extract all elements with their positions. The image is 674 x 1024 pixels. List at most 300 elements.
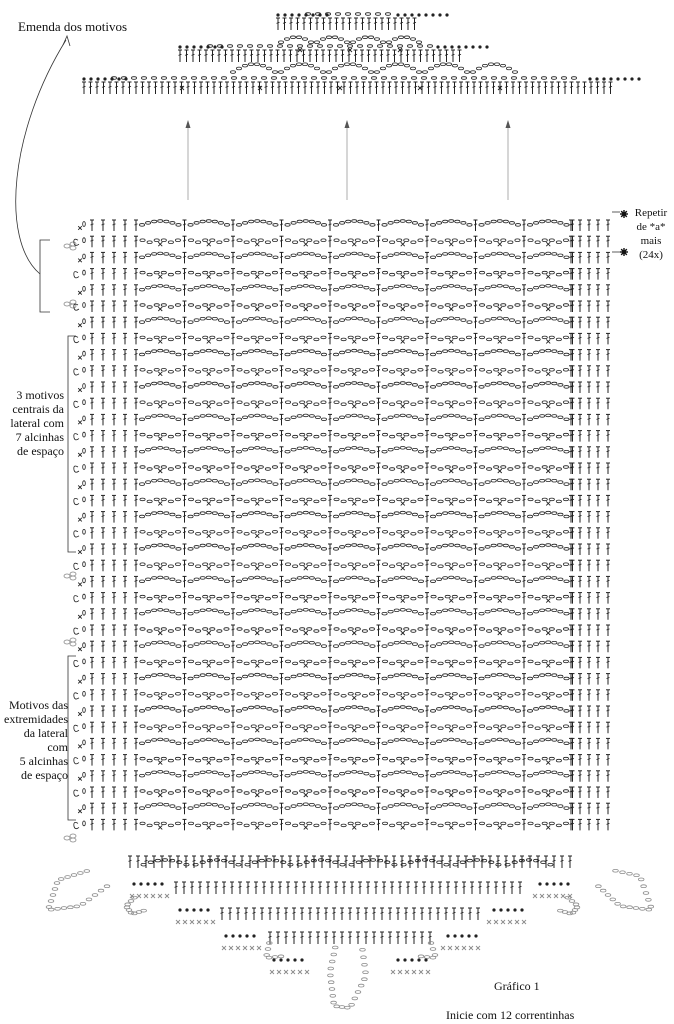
stitch-line [474,483,477,484]
stitch-line [284,86,287,87]
stitch-line [492,86,495,87]
chain-arc [355,336,374,341]
chain-stitch [508,273,513,276]
chain-arc [382,576,424,582]
chain-stitch [509,416,514,419]
chain-stitch [485,384,490,387]
double-crochet-stitch [322,18,326,30]
chain-arc [374,63,421,73]
chain-stitch [479,336,484,339]
chain-arc [285,336,304,341]
chain-stitch [438,597,443,600]
chain-stitch [535,533,540,536]
chain-stitch [152,447,157,450]
double-crochet-stitch [474,382,478,393]
double-crochet-stitch [90,398,94,409]
stitch-line [183,386,186,387]
chain-stitch [503,317,508,320]
stitch-line [426,418,429,419]
chain-stitch [175,628,180,631]
chain-arc [479,401,498,406]
chain-stitch [168,338,173,341]
chain-arc [549,498,568,503]
stitch-line [91,434,94,435]
double-crochet-stitch [511,82,515,94]
stitch-line [413,22,416,23]
chain-stitch [147,597,152,600]
single-crochet-stitch [255,469,259,473]
stitch-line [329,353,332,354]
chain-stitch [418,515,423,518]
chain-stitch [558,546,563,549]
stitch-line [91,240,94,241]
chain-stitch [146,610,151,613]
double-crochet-stitch [587,414,591,425]
slip-stitch [297,13,300,16]
chain-stitch [437,610,442,613]
chain-stitch [368,71,373,74]
slip-stitch [595,77,598,80]
chain-arc [355,595,374,600]
chain-stitch [218,222,223,225]
chain-stitch [267,578,272,581]
chain-stitch [491,350,496,353]
stitch-line [183,548,186,549]
chain-arc [382,369,401,374]
stitch-line [280,224,283,225]
chain-stitch [217,500,222,503]
chain-stitch [546,511,551,514]
stitch-line [474,353,477,354]
chain-stitch [438,241,443,244]
stitch-line [330,86,333,87]
chain-stitch [418,369,423,372]
chart-row [90,285,610,296]
stitch-line [283,54,286,55]
stitch-line [277,22,280,23]
double-crochet-stitch [101,382,105,393]
chain-stitch [168,435,173,438]
chain-stitch [334,336,339,339]
chain-arc [258,531,277,536]
chain-stitch [491,577,496,580]
stitch-line [348,54,351,55]
stitch-line [607,499,610,500]
chain-stitch [386,41,391,44]
chain-stitch [501,369,506,372]
stitch-line [183,451,186,452]
chain-stitch [515,450,520,453]
chain-stitch [146,222,151,225]
chain-stitch [370,288,375,291]
double-crochet-stitch [522,447,526,458]
stitch-line [523,370,526,371]
double-crochet-stitch [231,593,235,604]
stitch-line [329,596,332,597]
chain-stitch [531,77,536,80]
chain-stitch [540,350,545,353]
join-arrow [186,120,191,200]
chain-stitch [224,386,229,389]
chain-stitch [449,479,454,482]
chain-stitch [293,597,298,600]
single-crochet-stitch [304,372,308,376]
chain-stitch [237,369,242,372]
double-crochet-stitch [289,50,293,62]
chain-arc [188,531,207,536]
chain-stitch [479,466,484,469]
chain-stitch [470,71,475,74]
stitch-line [597,515,600,516]
stitch-line [579,467,582,468]
stitch-line [271,86,274,87]
chain-arc [501,239,520,244]
chain-stitch [140,271,145,274]
chain-stitch [563,466,568,469]
chain-stitch [272,369,277,372]
stitch-line [400,54,403,55]
chain-stitch [494,239,499,242]
chain-arc [188,563,207,568]
chain-stitch [397,45,402,48]
chain-stitch [430,612,435,615]
stitch-line [474,370,477,371]
chain-stitch [251,271,256,274]
double-crochet-stitch [474,317,478,328]
stitch-line [473,86,476,87]
stitch-line [211,54,214,55]
stitch-line [607,467,610,468]
chain-arc [285,414,327,420]
slip-stitch [478,45,481,48]
chain-stitch [251,498,256,501]
chain-stitch [315,384,320,387]
stitch-line [113,305,116,306]
chain-stitch [314,403,319,406]
chain-stitch [170,513,175,516]
double-crochet-stitch [183,301,187,312]
chain-stitch [452,531,457,534]
chain-stitch [437,351,442,354]
stitch-line [280,386,283,387]
chain-stitch [307,239,312,242]
double-crochet-stitch [596,220,600,231]
chain-stitch [152,285,157,288]
chain-stitch [218,254,223,257]
double-crochet-stitch [123,301,127,312]
stitch-line [329,548,332,549]
chain-arc [237,401,256,406]
chain-stitch [321,304,326,307]
chain-stitch [212,479,217,482]
stitch-line [377,402,380,403]
chain-stitch [418,483,423,486]
chain-stitch [267,610,272,613]
chain-stitch [443,447,448,450]
double-crochet-stitch [101,576,105,587]
chain-stitch [485,319,490,322]
chain-stitch [485,416,490,419]
chain-arc [140,466,159,471]
chain-stitch [321,271,326,274]
chain-stitch [438,565,443,568]
chain-stitch [249,447,254,450]
chart-row [90,576,610,587]
chain-arc [258,401,277,406]
chain-stitch [355,595,360,598]
chain-stitch [563,433,568,436]
chain-stitch [355,433,360,436]
chain-stitch [341,77,346,80]
stitch-line [406,54,409,55]
chain-arc [452,336,471,341]
double-crochet-stitch [606,269,610,280]
chain-stitch [358,447,363,450]
double-crochet-stitch [474,463,478,474]
chain-stitch [273,321,278,324]
stitch-line [588,483,591,484]
chart-row [90,301,610,312]
chain-stitch [355,13,360,16]
double-crochet-stitch [167,82,171,94]
double-crochet-stitch [134,495,138,506]
chain-stitch [301,77,306,80]
chain-stitch [309,253,314,256]
chain-arc [210,433,229,438]
chain-stitch [503,447,508,450]
stitch-line [474,402,477,403]
chart-row [90,544,610,555]
chain-stitch [466,369,471,372]
chain-stitch [508,533,513,536]
chain-stitch [497,349,502,352]
stitch-line [183,483,186,484]
chain-stitch [141,77,146,80]
chain-stitch [345,13,350,16]
chart-row [90,495,610,506]
chain-stitch [303,252,308,255]
chain-arc [404,595,423,600]
chain-stitch [224,239,229,242]
chain-stitch [188,256,193,259]
stitch-line [432,54,435,55]
chain-stitch [412,610,417,613]
double-crochet-stitch [280,317,284,328]
chain-arc [452,401,471,406]
double-crochet-stitch [587,285,591,296]
chain-stitch [406,317,411,320]
chain-stitch [443,350,448,353]
double-crochet-stitch [276,18,280,30]
chain-stitch [404,433,409,436]
chain-stitch [307,271,312,274]
double-crochet-stitch [134,82,138,94]
stitch-line [607,386,610,387]
stitch-line [310,86,313,87]
double-crochet-stitch [377,463,381,474]
chain-stitch [158,285,163,288]
double-crochet-stitch [606,252,610,263]
chain-stitch [488,63,493,66]
chain-stitch [404,64,409,67]
double-crochet-stitch [280,285,284,296]
chain-stitch [140,369,145,372]
chain-stitch [196,435,201,438]
chain-stitch [315,351,320,354]
double-crochet-stitch [380,18,384,30]
double-crochet-stitch [373,50,377,62]
double-crochet-stitch [134,576,138,587]
chain-arc [527,382,569,388]
double-crochet-stitch [578,285,582,296]
double-crochet-stitch [406,18,410,30]
double-crochet-stitch [123,495,127,506]
stitch-line [597,451,600,452]
chain-arc [430,511,472,517]
stitch-line [474,580,477,581]
chain-arc [382,498,401,503]
single-crochet-stitch [207,339,211,343]
stitch-line [486,86,489,87]
chain-stitch [491,447,496,450]
chain-stitch [327,45,332,48]
double-crochet-stitch [367,18,371,30]
stitch-line [523,580,526,581]
double-crochet-stitch [183,236,187,247]
chain-stitch [249,253,254,256]
chain-arc [549,401,568,406]
chain-arc [452,531,471,536]
chain-arc [404,239,423,244]
chain-stitch [427,45,432,48]
double-crochet-stitch [425,333,429,344]
chain-arc [307,304,326,309]
chain-arc [430,544,472,550]
chain-stitch [443,577,448,580]
chain-stitch [307,563,312,566]
single-crochet-stitch [546,501,550,505]
double-crochet-stitch [112,560,116,571]
slip-stitch [117,77,120,80]
chain-stitch [558,254,563,257]
stitch-line [91,272,94,273]
chain-stitch [196,338,201,341]
double-crochet-stitch [328,414,332,425]
double-crochet-stitch [505,82,509,94]
double-crochet-stitch [90,479,94,490]
double-crochet-stitch [328,350,332,361]
chain-arc [501,271,520,276]
chain-stitch [455,577,460,580]
chain-stitch [479,224,484,227]
single-crochet-stitch [498,242,502,246]
chain-stitch [549,563,554,566]
chain-stitch [272,433,277,436]
chain-stitch [340,481,345,484]
chain-stitch [352,576,357,579]
double-crochet-stitch [183,398,187,409]
double-crochet-stitch [328,18,332,30]
chain-stitch [293,500,298,503]
double-crochet-stitch [578,447,582,458]
slip-stitch [457,45,460,48]
chain-stitch [546,544,551,547]
stitch-line [597,580,600,581]
stitch-line [183,370,186,371]
chain-stitch [467,612,472,615]
single-crochet-stitch [449,372,453,376]
chain-stitch [348,628,353,631]
chain-arc [431,304,450,309]
chain-arc [479,433,498,438]
stitch-line [597,532,600,533]
chain-arc [237,531,256,536]
chain-stitch [285,369,290,372]
chain-stitch [303,414,308,417]
stitch-line [244,54,247,55]
double-crochet-stitch [377,317,381,328]
double-crochet-stitch [134,414,138,425]
chain-stitch [509,254,514,257]
stitch-line [167,86,170,87]
chain-stitch [300,628,305,631]
chain-stitch [346,544,351,547]
single-crochet-stitch [255,534,259,538]
double-crochet-stitch [231,544,235,555]
stitch-line [263,54,266,55]
chain-stitch [406,609,411,612]
chain-stitch [217,241,222,244]
chain-stitch [139,418,144,421]
stitch-line [474,224,477,225]
chain-stitch [430,483,435,486]
stitch-line [135,532,138,533]
chain-stitch [285,612,290,615]
chain-arc [139,544,181,550]
chain-stitch [243,513,248,516]
chain-stitch [428,67,433,70]
chain-stitch [300,433,305,436]
chain-stitch [511,77,516,80]
stitch-line [124,240,127,241]
chain-stitch [369,563,374,566]
double-crochet-stitch [191,50,195,62]
chain-arc [140,304,159,309]
single-crochet-stitch [304,631,308,635]
chain-stitch [497,382,502,385]
double-crochet-stitch [183,593,187,604]
chain-stitch [272,498,277,501]
double-crochet-stitch [578,220,582,231]
chain-stitch [437,254,442,257]
chain-arc [528,239,547,244]
chain-stitch [321,224,326,227]
chain-stitch [200,447,205,450]
double-crochet-stitch [377,220,381,231]
chain-stitch [200,479,205,482]
chain-stitch [314,500,319,503]
chain-stitch [400,576,405,579]
stitch-line [113,402,116,403]
chain-arc [501,498,520,503]
chain-stitch [281,77,286,80]
chain-stitch [362,338,367,341]
single-crochet-stitch [449,534,453,538]
stitch-line [183,467,186,468]
chain-stitch [479,450,484,453]
chain-stitch [491,77,496,80]
chain-stitch [314,241,319,244]
